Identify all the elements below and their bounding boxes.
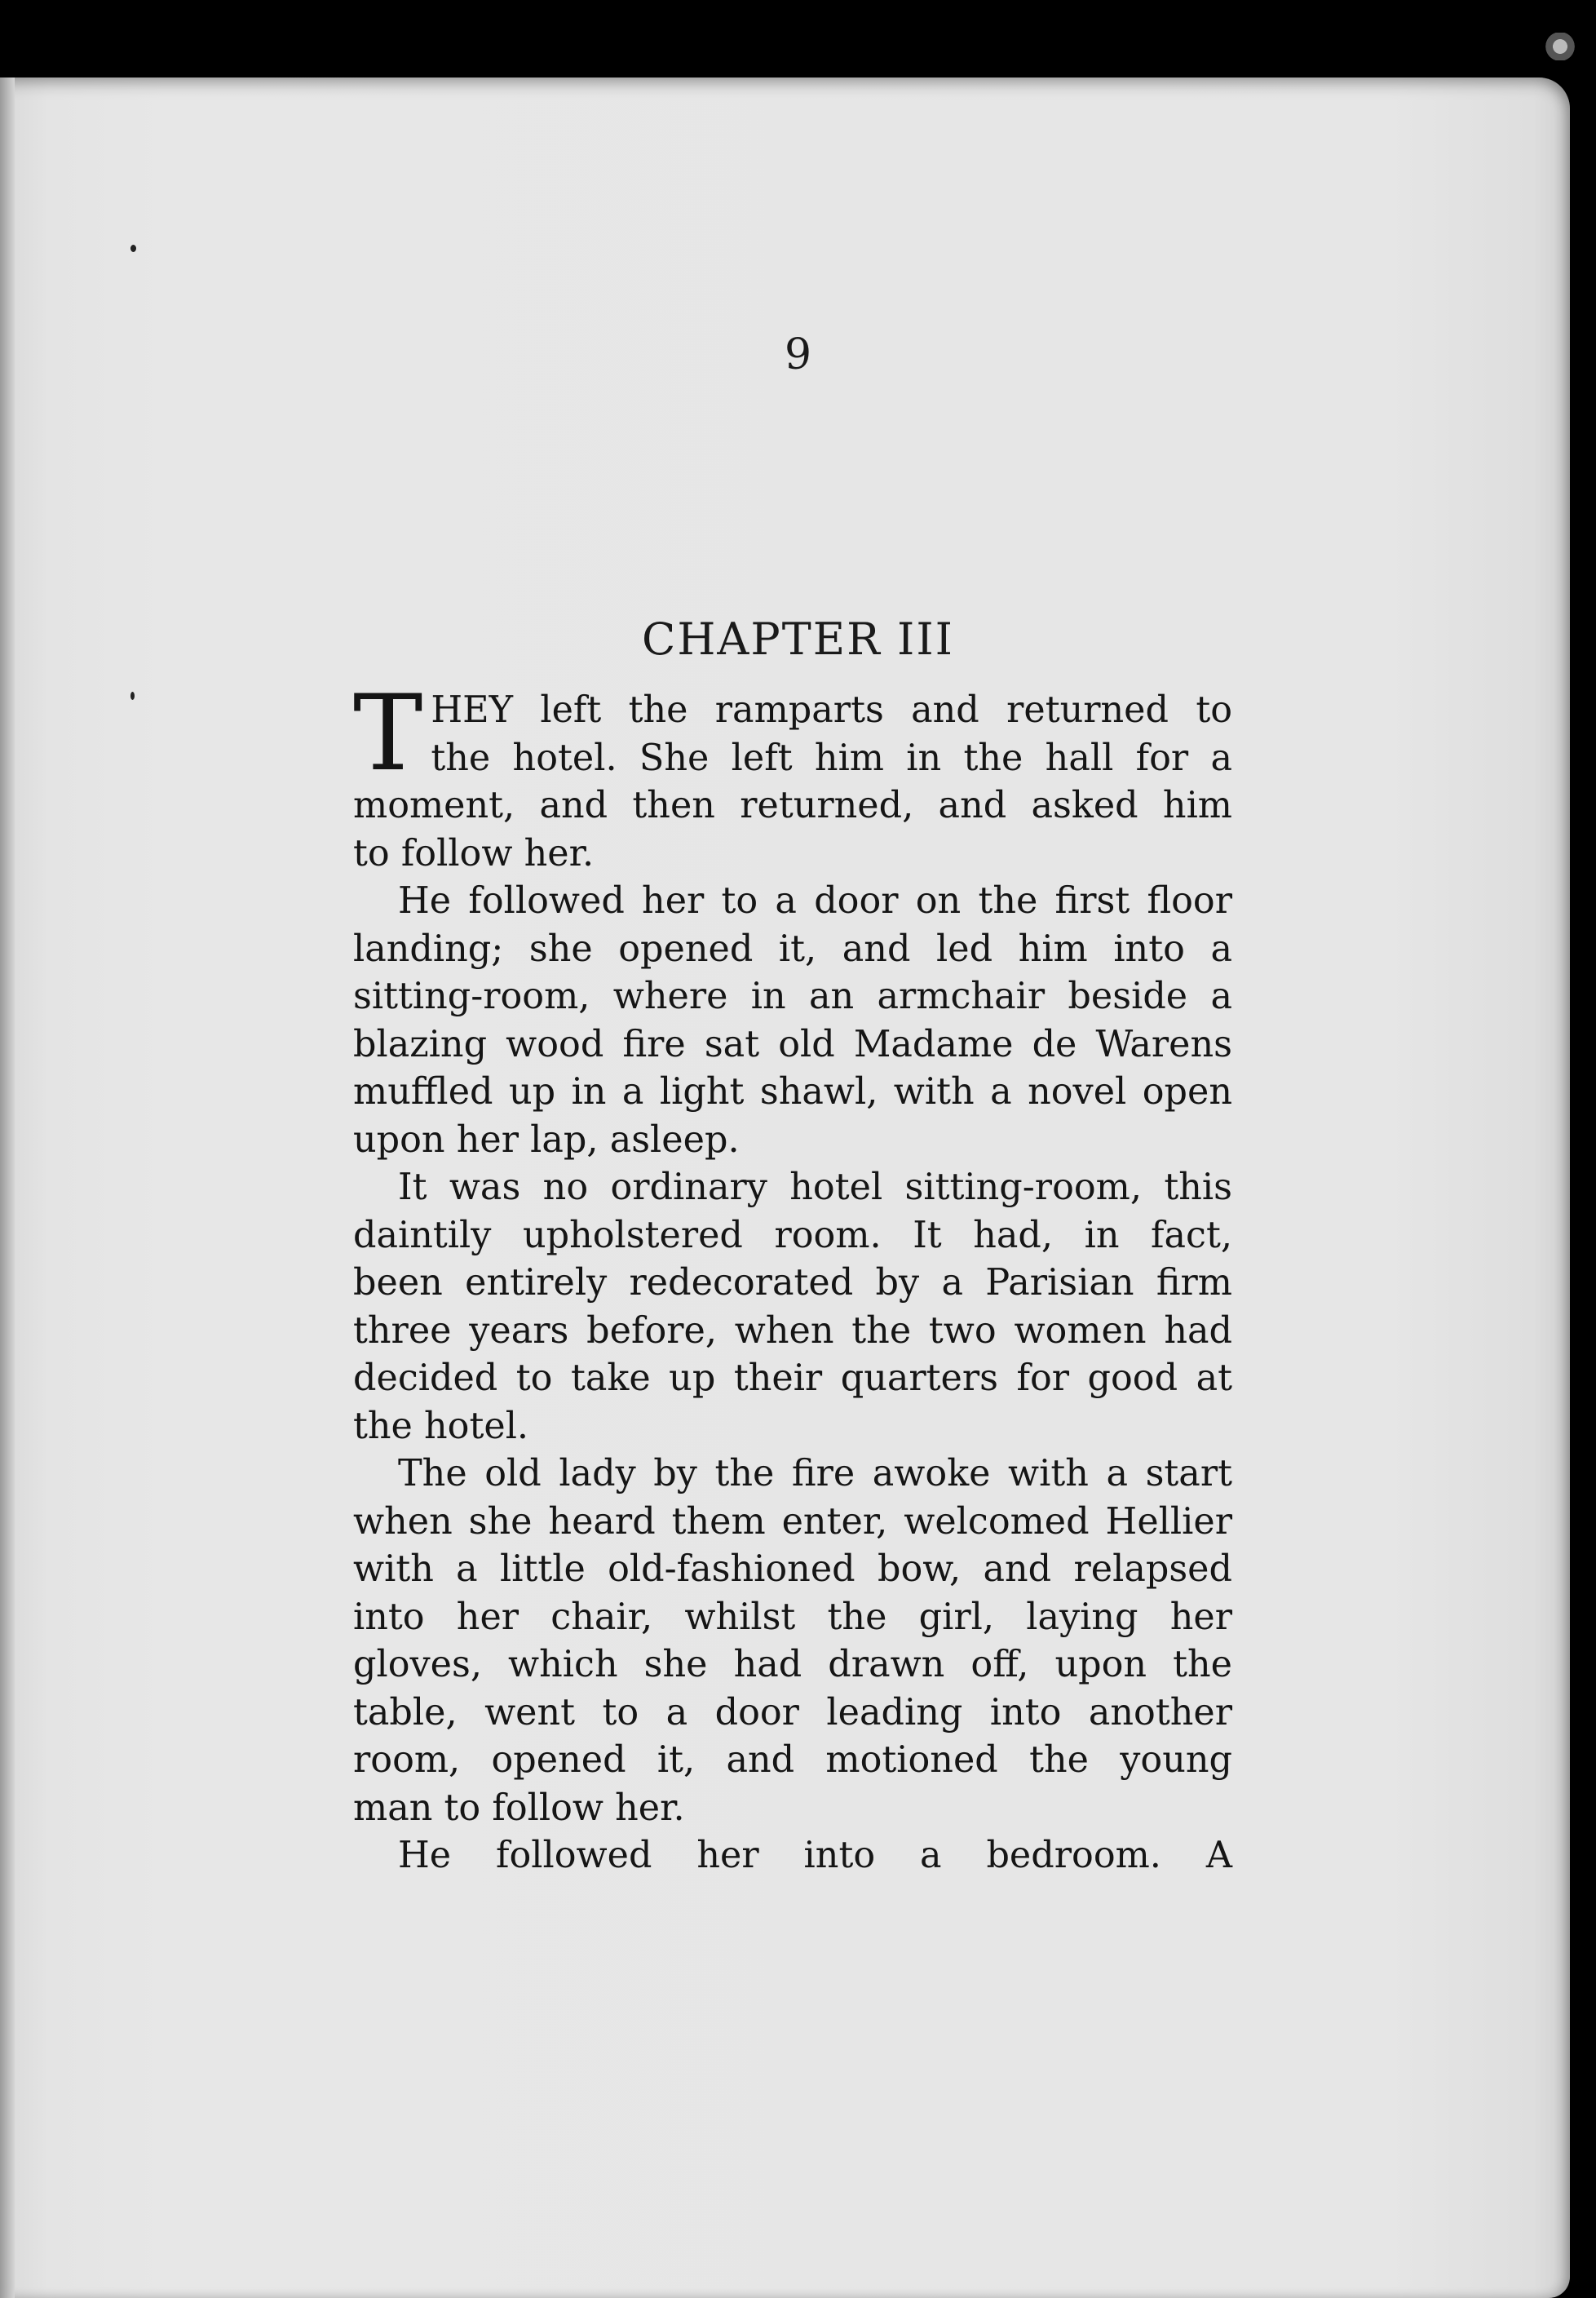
text-line: sitting-room, where in an armchair beside a <box>353 976 1232 1017</box>
paragraph <box>353 878 1232 1164</box>
text-line: three years before, when the two women had <box>353 1309 1232 1352</box>
text-line: to follow her. <box>353 832 595 874</box>
text-line: The old lady by the fire awoke with a start <box>398 1453 1232 1494</box>
chapter-title: CHAPTER III <box>642 613 954 665</box>
text-line: the hotel. She left him in the hall for a <box>431 737 1232 779</box>
text-line: upon her lap, asleep. <box>353 1118 740 1161</box>
text-line: landing; she opened it, and led him into a <box>353 928 1232 970</box>
text-line: when she heard them enter, welcomed Hellier <box>353 1500 1232 1543</box>
paragraph <box>353 1450 1232 1832</box>
text-line: He followed her to a door on the first floor <box>398 880 1232 922</box>
text-line: decided to take up their quarters for good at <box>353 1357 1232 1399</box>
text-line: table, went to a door leading into another <box>353 1691 1232 1733</box>
text-line: man to follow her. <box>353 1787 685 1829</box>
text-line: blazing wood fire sat old Madame de Warens <box>353 1023 1232 1065</box>
dust-speck <box>130 245 136 252</box>
text-line: It was no ordinary hotel sitting-room, this <box>398 1167 1232 1208</box>
text-line: daintily upholstered room. It had, in fact, <box>353 1214 1232 1256</box>
scan-corner-mark <box>1541 33 1580 60</box>
text-line: with a little old-fashioned bow, and relapsed <box>353 1548 1232 1590</box>
text-line: the hotel. <box>353 1405 529 1447</box>
paragraph <box>353 1164 1232 1450</box>
drop-cap: T <box>353 673 423 795</box>
book-gutter <box>0 77 15 2298</box>
paragraph <box>353 1832 1232 1880</box>
paragraph <box>353 673 1232 878</box>
dust-speck <box>130 692 135 700</box>
text-line: muffled up in a light shawl, with a novel open <box>353 1071 1232 1113</box>
text-line: moment, and then returned, and asked him <box>353 785 1232 826</box>
text-line: room, opened it, and motioned the young <box>353 1739 1232 1781</box>
text-line: into her chair, whilst the girl, laying her <box>353 1596 1232 1638</box>
body-text <box>353 673 1232 1880</box>
page-number: 9 <box>784 330 812 379</box>
text-line: HEY left the ramparts and returned to <box>431 689 1232 731</box>
text-line: He followed her into a bedroom. A <box>398 1835 1232 1876</box>
text-line: gloves, which she had drawn off, upon the <box>353 1644 1232 1685</box>
text-line: been entirely redecorated by a Parisian firm <box>353 1262 1232 1304</box>
